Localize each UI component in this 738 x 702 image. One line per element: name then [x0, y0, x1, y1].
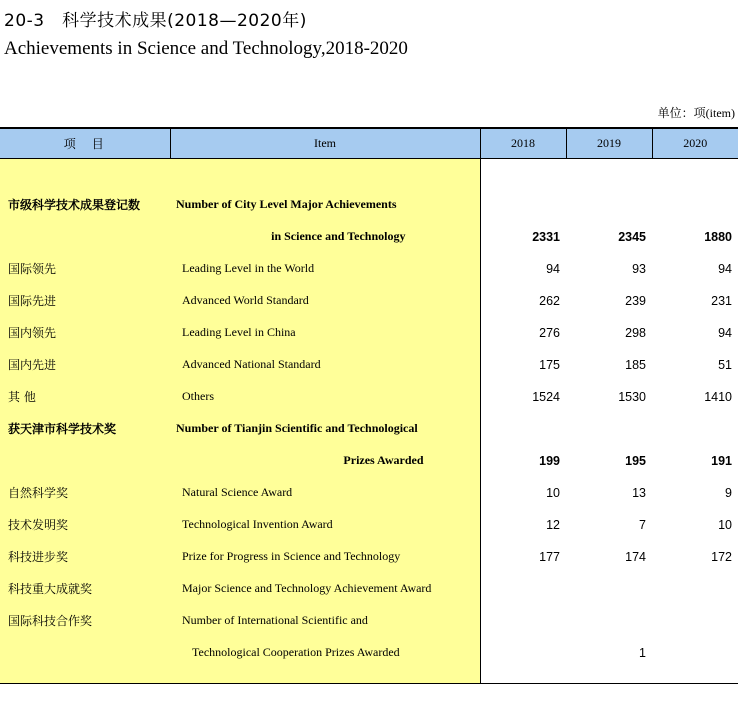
table-row — [0, 221, 738, 253]
cell-2018: 94 — [546, 261, 560, 276]
cell-2019 — [566, 413, 652, 445]
cell-2018: 12 — [546, 517, 560, 532]
table-row — [0, 317, 738, 349]
spacer-row — [0, 158, 738, 189]
row-label-en: Advanced World Standard — [170, 285, 480, 317]
cell-2018: 175 — [539, 357, 560, 372]
header-year-2020: 2020 — [652, 128, 738, 158]
cell-2019: 1 — [639, 645, 646, 660]
cell-2019: 195 — [625, 453, 646, 468]
cell-2019: 7 — [639, 517, 646, 532]
table-row — [0, 253, 738, 285]
table-row — [0, 541, 738, 573]
cell-2019 — [566, 189, 652, 221]
table-row — [0, 477, 738, 509]
row-label-en: Technological Cooperation Prizes Awarded — [170, 637, 480, 669]
cell-2020: 9 — [725, 485, 732, 500]
row-label-en: Leading Level in China — [170, 317, 480, 349]
table-title-cn: 20-3 科学技术成果(2018—2020年) — [4, 11, 307, 31]
cell-2018: 276 — [539, 325, 560, 340]
end-row — [0, 669, 738, 684]
table-row — [0, 413, 738, 445]
row-label-en: Technological Invention Award — [170, 509, 480, 541]
cell-2019: 2345 — [618, 229, 646, 244]
row-label-en: Prizes Awarded — [170, 445, 480, 477]
header-item-en: Item — [170, 128, 480, 158]
row-label-cn: 国际先进 — [0, 285, 170, 317]
cell-2019: 298 — [625, 325, 646, 340]
cell-2020 — [652, 413, 738, 445]
cell-2020 — [652, 573, 738, 605]
cell-2019: 185 — [625, 357, 646, 372]
cell-2020: 51 — [718, 357, 732, 372]
cell-2018: 199 — [539, 453, 560, 468]
row-label-cn: 国内领先 — [0, 317, 170, 349]
table-row — [0, 637, 738, 669]
row-label-en: in Science and Technology — [170, 221, 480, 253]
header-row — [0, 128, 738, 158]
header-item-cn: 项 目 — [0, 128, 170, 158]
cell-2020: 10 — [718, 517, 732, 532]
table-row — [0, 573, 738, 605]
cell-2018 — [480, 189, 566, 221]
cell-2019: 1530 — [618, 389, 646, 404]
cell-2018 — [480, 573, 566, 605]
row-label-cn — [0, 445, 170, 477]
unit-label: 单位：项(item) — [657, 106, 735, 120]
row-label-cn — [0, 221, 170, 253]
cell-2018: 2331 — [532, 229, 560, 244]
cell-2020 — [652, 189, 738, 221]
row-label-cn — [0, 637, 170, 669]
cell-2020: 94 — [718, 261, 732, 276]
cell-2020: 231 — [711, 293, 732, 308]
cell-2020: 1410 — [704, 389, 732, 404]
cell-2018: 10 — [546, 485, 560, 500]
row-label-en: Leading Level in the World — [170, 253, 480, 285]
row-label-en: Advanced National Standard — [170, 349, 480, 381]
cell-2018 — [480, 605, 566, 637]
row-label-cn: 其 他 — [0, 381, 170, 413]
table-row — [0, 381, 738, 413]
row-label-en: Others — [170, 381, 480, 413]
cell-2020 — [652, 637, 738, 669]
row-label-en: Natural Science Award — [170, 477, 480, 509]
row-label-cn: 获天津市科学技术奖 — [0, 413, 170, 445]
row-label-cn: 技术发明奖 — [0, 509, 170, 541]
cell-2018: 177 — [539, 549, 560, 564]
statistics-table — [0, 127, 738, 684]
cell-2018 — [480, 637, 566, 669]
header-year-2019: 2019 — [566, 128, 652, 158]
cell-2020: 94 — [718, 325, 732, 340]
cell-2019: 174 — [625, 549, 646, 564]
cell-2020: 1880 — [704, 229, 732, 244]
table-title-en: Achievements in Science and Technology,2018-2020 — [4, 38, 408, 59]
cell-2018: 1524 — [532, 389, 560, 404]
cell-2018 — [480, 413, 566, 445]
header-year-2018: 2018 — [480, 128, 566, 158]
cell-2018: 262 — [539, 293, 560, 308]
row-label-en: Number of Tianjin Scientific and Technological — [170, 413, 480, 445]
row-label-cn: 市级科学技术成果登记数 — [0, 189, 170, 221]
row-label-en: Prize for Progress in Science and Technology — [170, 541, 480, 573]
row-label-en: Number of City Level Major Achievements — [170, 189, 480, 221]
cell-2019: 93 — [632, 261, 646, 276]
cell-2019: 239 — [625, 293, 646, 308]
row-label-en: Number of International Scientific and — [170, 605, 480, 637]
table-row — [0, 509, 738, 541]
cell-2020: 172 — [711, 549, 732, 564]
table-row — [0, 285, 738, 317]
table-row — [0, 445, 738, 477]
cell-2020 — [652, 605, 738, 637]
row-label-cn: 国际领先 — [0, 253, 170, 285]
cell-2020: 191 — [711, 453, 732, 468]
table-row — [0, 605, 738, 637]
cell-2019 — [566, 605, 652, 637]
row-label-cn: 国内先进 — [0, 349, 170, 381]
table-row — [0, 349, 738, 381]
table-row — [0, 189, 738, 221]
row-label-cn: 国际科技合作奖 — [0, 605, 170, 637]
row-label-en: Major Science and Technology Achievement Award — [170, 573, 480, 605]
row-label-cn: 科技进步奖 — [0, 541, 170, 573]
cell-2019: 13 — [632, 485, 646, 500]
cell-2019 — [566, 573, 652, 605]
row-label-cn: 科技重大成就奖 — [0, 573, 170, 605]
row-label-cn: 自然科学奖 — [0, 477, 170, 509]
